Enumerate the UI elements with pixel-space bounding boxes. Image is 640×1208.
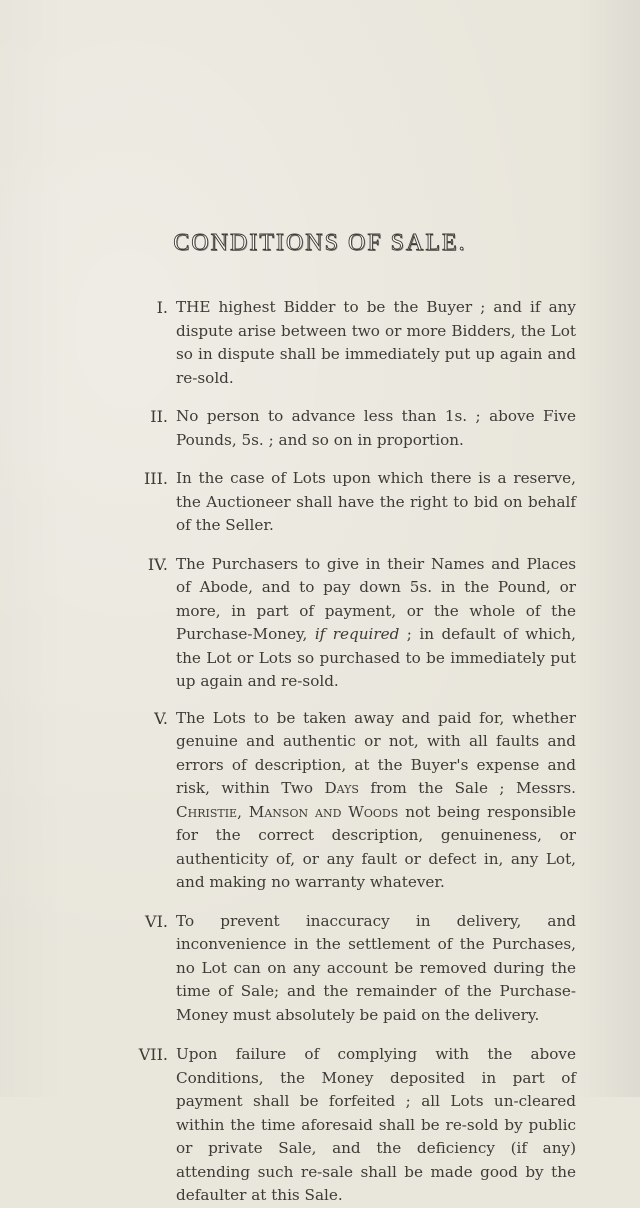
condition-text: ; in default of which, the Lot or Lots so purchased to be immediately put up again and re-sold. xyxy=(176,625,576,690)
condition-numeral: VII. xyxy=(138,1045,168,1064)
condition-4 xyxy=(147,553,576,694)
conditions-list xyxy=(0,296,640,1208)
auctioneer-names: Christie, Manson and Woods xyxy=(176,802,399,821)
condition-5 xyxy=(154,707,576,895)
condition-numeral: IV. xyxy=(147,554,168,574)
condition-numeral: III. xyxy=(143,469,168,488)
condition-2 xyxy=(150,405,576,452)
condition-text: To prevent inaccuracy in delivery, and inconvenience in the settlement of the Purchases, no Lot can on any account be removed during the time of Sale; and the remainder of the Purchase-Money must absolutely be paid on the delivery. xyxy=(176,911,576,1024)
page-title: CONDITIONS OF SALE. xyxy=(173,230,467,256)
condition-days: Days xyxy=(324,779,359,797)
condition-numeral: VI. xyxy=(145,911,168,931)
condition-3 xyxy=(143,467,576,538)
condition-text: THE highest Bidder to be the Buyer ; and if any dispute arise between two or more Bidders, the Lot so in dispute shall be immediately put up again and re-sold. xyxy=(176,298,576,387)
condition-numeral: II. xyxy=(150,407,168,426)
condition-text: from the Sale ; Messrs. xyxy=(358,779,576,797)
condition-6 xyxy=(145,910,576,1028)
condition-text: not being responsible for the correct description, genuineness, or authenticity of, or any fault or defect in, any Lot, and making no warranty whatever. xyxy=(176,802,576,891)
condition-numeral: I. xyxy=(156,298,168,317)
condition-text: No person to advance less than 1s. ; above Five Pounds, 5s. ; and so on in proportion. xyxy=(176,407,576,449)
condition-emphasis: if required xyxy=(314,625,400,643)
condition-text: The Lots to be taken away and paid for, whether genuine and authentic or not, with all faults and errors of description, at the Buyer's expense and risk, within Two xyxy=(176,708,576,797)
condition-numeral: V. xyxy=(154,708,168,728)
condition-text: Upon failure of complying with the above Conditions, the Money deposited in part of payment shall be forfeited ; all Lots un-cleared within the time aforesaid shall be re-sold by public or private Sale, and the deficiency (if any) attending such re-sale shall be made good by the defaulter at this Sale. xyxy=(176,1045,576,1204)
condition-text: In the case of Lots upon which there is a reserve, the Auctioneer shall have the right to bid on behalf of the Seller. xyxy=(176,469,576,534)
condition-7 xyxy=(138,1043,576,1208)
condition-1 xyxy=(156,296,576,390)
condition-text: The Purchasers to give in their Names and Places of Abode, and to pay down 5s. in the Pound, or more, in part of payment, or the whole of the Purchase-Money, xyxy=(176,554,576,643)
